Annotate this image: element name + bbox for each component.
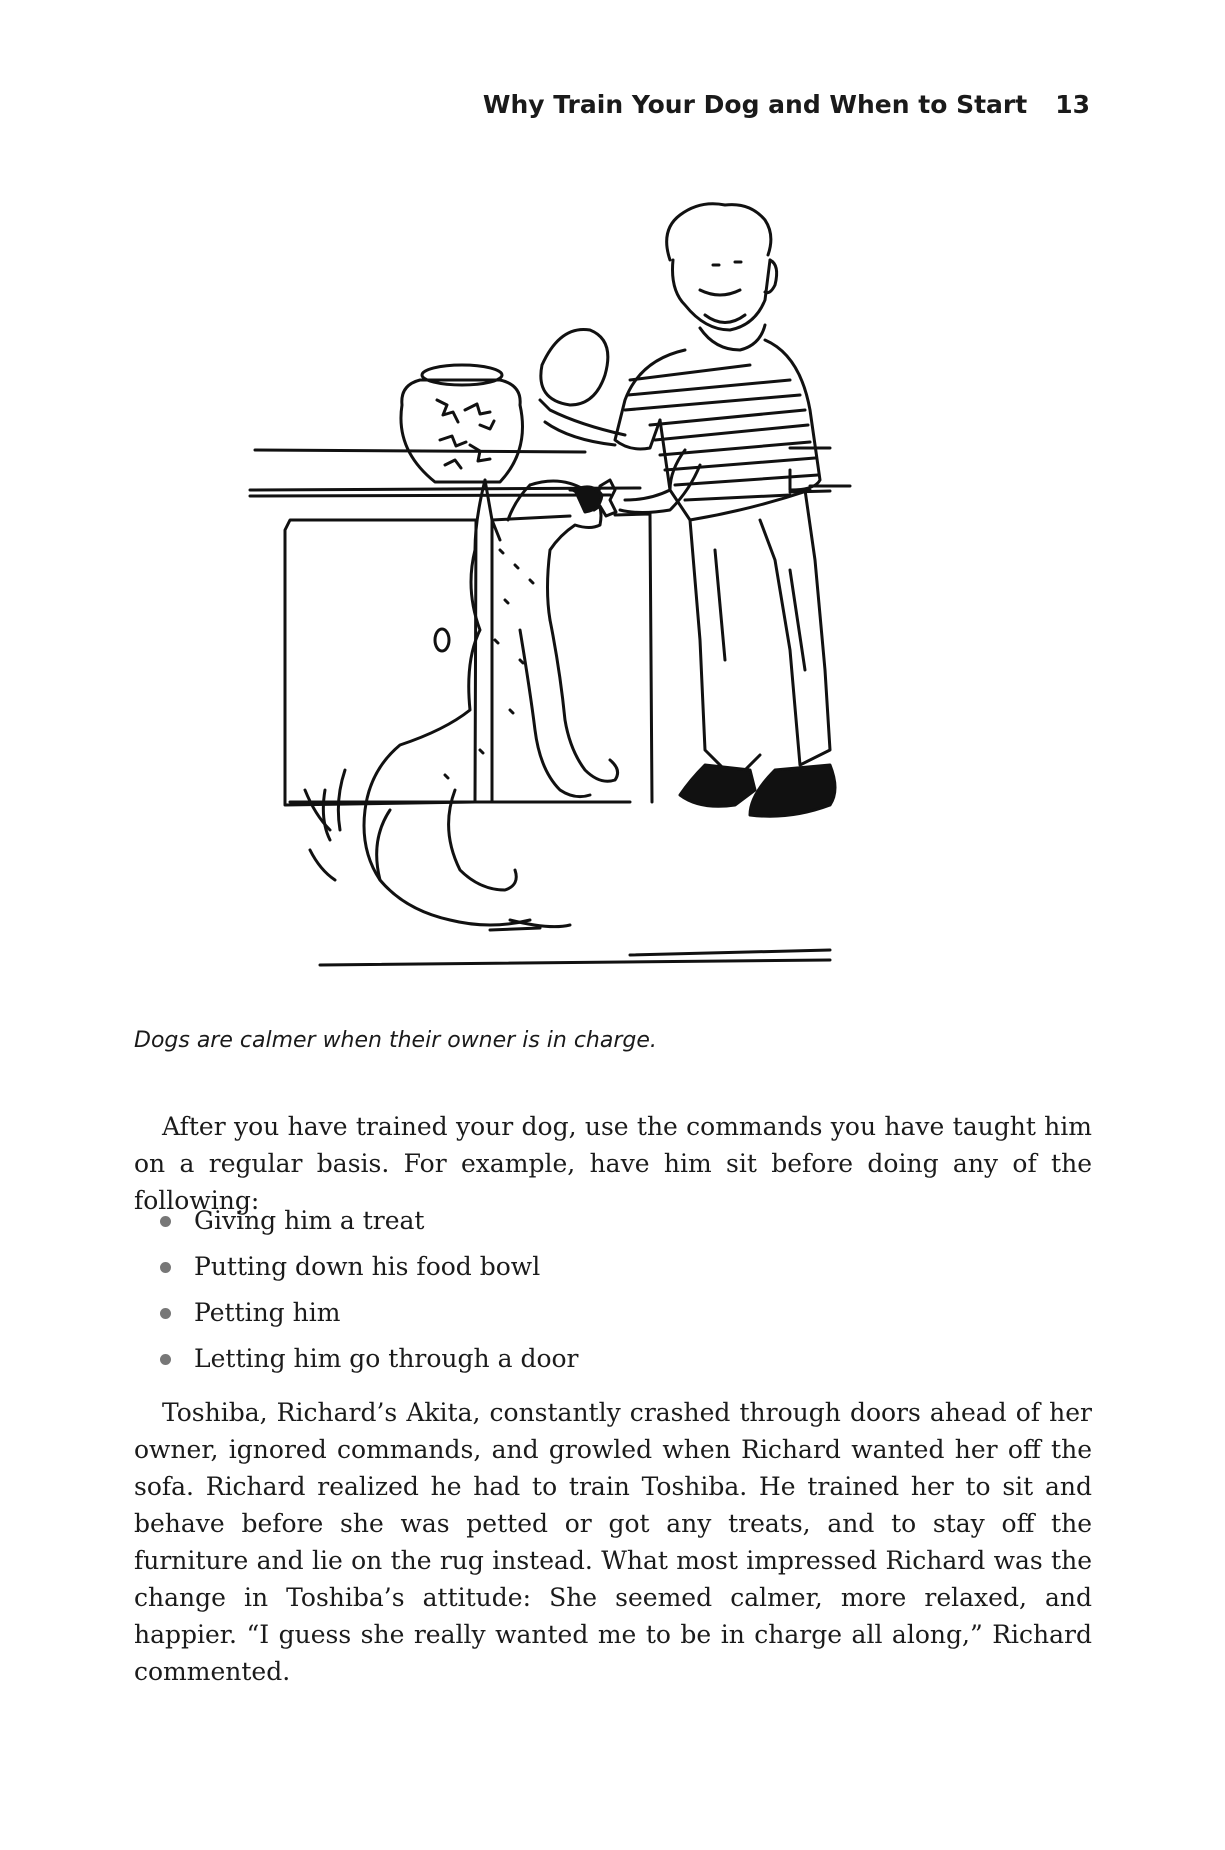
akita-dog xyxy=(305,480,618,930)
cabinet-left xyxy=(285,520,476,805)
figure-caption: Dogs are calmer when their owner is in charge. xyxy=(134,1028,657,1053)
list-item xyxy=(160,1198,579,1244)
counter-top xyxy=(250,448,850,496)
jar-lid xyxy=(541,329,608,405)
list-item-text: Petting him xyxy=(194,1298,341,1327)
running-head xyxy=(483,90,1090,119)
list-item xyxy=(160,1244,579,1290)
right-shoe xyxy=(750,765,835,816)
paragraph-1: After you have trained your dog, use the commands you have taught him on a regular basis. For example, have him sit before doing any of the following: xyxy=(134,1112,1092,1215)
list-item-text: Giving him a treat xyxy=(194,1206,425,1235)
paragraph-2: Toshiba, Richard’s Akita, constantly crashed through doors ahead of her owner, ignored commands, and growled when Richard wanted her off the sofa. Richard realized he had to train Toshiba. He trained her to sit and behave before she was petted or got any treats, and to stay off the furniture and lie on the rug instead. What most impressed Richard was the change in Toshiba’s attitude: She seemed calmer, more relaxed, and happier. “I guess she really wanted me to be in charge all along,” Richard commented. xyxy=(134,1398,1092,1686)
bullet-dot-icon xyxy=(160,1354,171,1365)
floor-line xyxy=(290,802,830,965)
running-title: Why Train Your Dog and When to Start xyxy=(482,90,1028,119)
list-item-text: Letting him go through a door xyxy=(194,1344,579,1373)
left-shoe xyxy=(680,765,755,806)
list-item xyxy=(160,1290,579,1336)
list-item-text: Putting down his food bowl xyxy=(194,1252,541,1281)
bullet-list xyxy=(160,1198,579,1382)
cabinet-knob xyxy=(435,629,449,651)
cookie-jar xyxy=(401,365,523,482)
bullet-dot-icon xyxy=(160,1262,171,1273)
illustration-man-training-dog xyxy=(230,190,990,990)
bullet-dot-icon xyxy=(160,1308,171,1319)
list-item xyxy=(160,1336,579,1382)
bullet-dot-icon xyxy=(160,1216,171,1227)
page-number: 13 xyxy=(1055,90,1090,119)
